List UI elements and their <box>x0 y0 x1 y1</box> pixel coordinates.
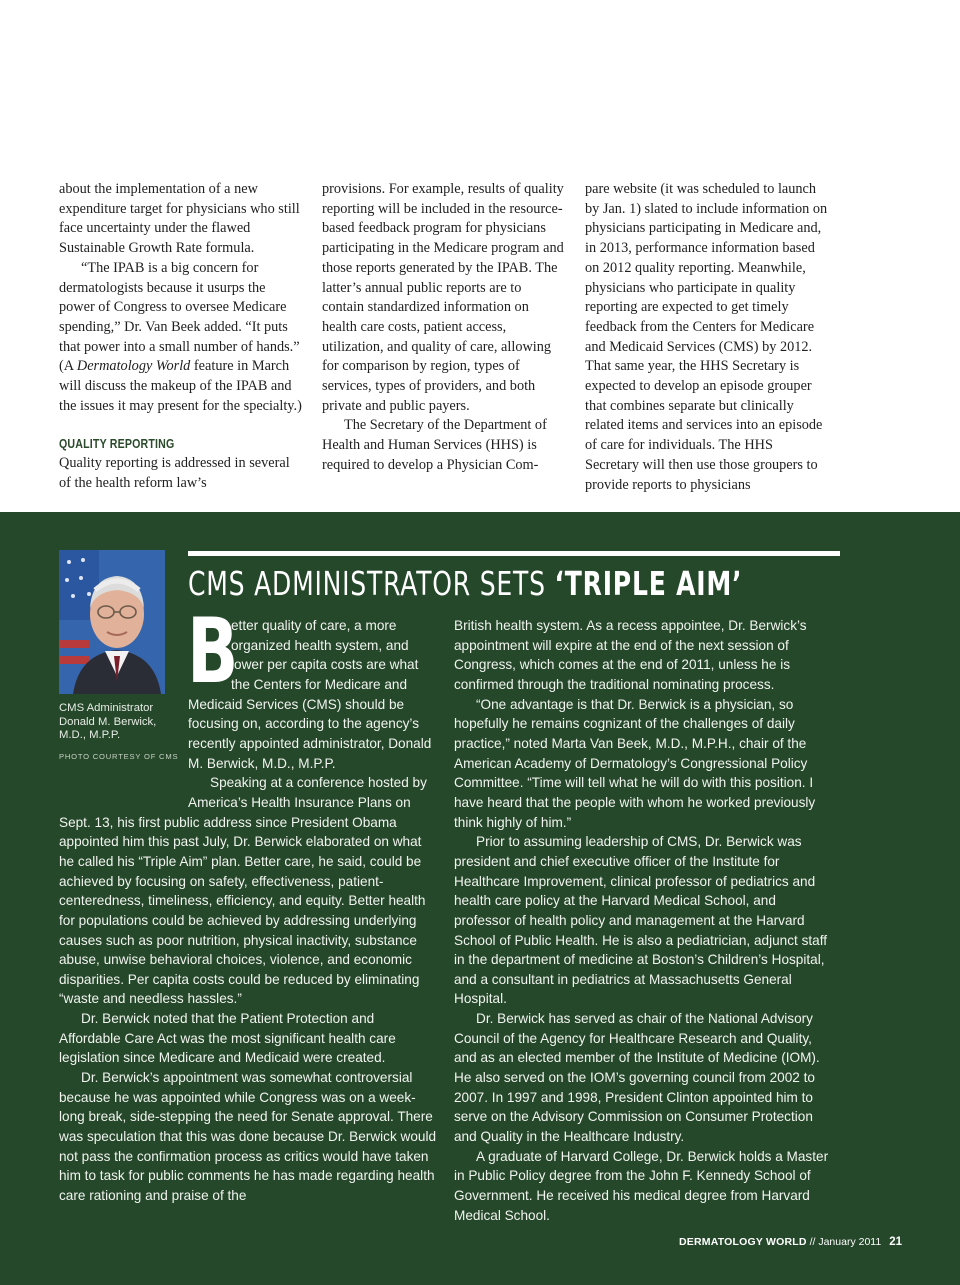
sidebar-column-right <box>454 616 834 1225</box>
caption-line: Donald M. Berwick, <box>59 715 157 728</box>
sidebar-column-left <box>59 599 437 1206</box>
headline-bold: ‘TRIPLE AIM’ <box>554 564 743 603</box>
col1-paragraph-3: Quality reporting is addressed in several of the health reform law’s <box>59 455 290 492</box>
sidebar-paragraph-4: Dr. Berwick’s appointment was somewhat controversial because he was appointed while Congress was on a week-long break, side-stepping the need for Senate approval. There was speculation that this was done because Dr. Berwick would not pass the confirmation process as critics would have taken him to task for public comments he has made regarding health care rationing and praise of the <box>59 1070 437 1204</box>
sidebar-panel <box>0 512 960 1285</box>
page-footer <box>679 1236 902 1248</box>
drop-cap: B <box>187 599 239 704</box>
footer-magazine: DERMATOLOGY WORLD <box>679 1236 807 1248</box>
section-subhead: QUALITY REPORTING <box>59 437 175 452</box>
page-number: 21 <box>889 1236 902 1248</box>
col1-p2-text: “The IPAB is a big concern for dermatologists because it usurps the power of Congress to oversee Medicare spending,” Dr. Van Beek added. “It puts that power into a small number of hands.” (A <box>59 259 300 375</box>
article-column-1 <box>59 180 302 494</box>
sidebar-headline <box>188 564 742 604</box>
col1-paragraph-2 <box>59 259 302 417</box>
paragraph-1-text: etter quality of care, a more organized health system, and lower per capita costs are what the Centers for Medicare and Medicaid Services (CMS) should be focusing on, according to the agency’s recently appointed administrator, Donald M. Berwick, M.D., M.P.P. <box>188 618 432 771</box>
col3-paragraph-1: pare website (it was scheduled to launch by Jan. 1) slated to include information on physicians participating in Medicare and, in 2013, performance information based on 2012 quality reporting. Meanwhile, physicians who participate in quality reporting are expected to get timely feedback from the Centers for Medicare and Medicaid Services (CMS) by 2012. That same year, the HHS Secretary is expected to develop an episode grouper that combines separate but clinically related items and services into an episode of care for individuals. The HHS Secretary will then use those groupers to provide reports to physicians <box>585 181 828 493</box>
footer-issue: January 2011 <box>818 1236 882 1248</box>
article-column-3 <box>585 180 828 495</box>
sidebar-right-paragraph-5: A graduate of Harvard College, Dr. Berwick holds a Master in Public Policy degree from the John F. Kennedy School of Government. He received his medical degree from Harvard Medical School. <box>454 1148 829 1223</box>
col1-paragraph-1: about the implementation of a new expenditure target for physicians who still face uncertainty under the flawed Sustainable Growth Rate formula. <box>59 181 300 257</box>
sidebar-paragraph-3: Dr. Berwick noted that the Patient Protection and Affordable Care Act was the most significant health care legislation since Medicare and Medicaid were created. <box>59 1011 396 1066</box>
sidebar-right-paragraph-1: British health system. As a recess appointee, Dr. Berwick’s appointment will expire at the end of the next session of Congress, which comes at the end of 2011, unless he is confirmed through the traditional nominating process. <box>454 618 807 692</box>
footer-separator: // <box>806 1236 819 1248</box>
caption-line: M.D., M.P.P. <box>59 729 121 741</box>
col2-paragraph-2: The Secretary of the Department of Health and Human Services (HHS) is required to develop a Physician Com- <box>322 417 547 473</box>
magazine-title-italic: Dermatology World <box>76 358 191 375</box>
sidebar-paragraph-2: Speaking at a conference hosted by America’s Health Insurance Plans on Sept. 13, his first public address since President Obama appointed him this past July, Dr. Berwick elaborated on what he called his “Triple Aim” plan. Better care, he said, could be achieved by focusing on safety, effectiveness, patient-centeredness, timeliness, efficiency, and equity. Better health for populations could be achieved by addressing underlying causes such as poor nutrition, physical inactivity, substance abuse, unwise behavioral choices, violence, and economic disparities. Per capita costs could be reduced by eliminating “waste and needless hassles.” <box>59 775 427 1007</box>
sidebar-right-paragraph-2: “One advantage is that Dr. Berwick is a physician, so hopefully he remains cognizant of the challenges of daily practice,” noted Marta Van Beek, M.D., M.P.H., chair of the American Academy of Dermatology’s Congressional Policy Committee. “Time will tell what he will do with this position. I have heard that the people with whom he worked previously think highly of him.” <box>454 696 816 830</box>
caption-gutter <box>59 616 188 794</box>
caption-line: CMS Administrator <box>59 702 154 714</box>
article-column-2 <box>322 180 565 476</box>
sidebar-right-paragraph-3: Prior to assuming leadership of CMS, Dr. Berwick was president and chief executive officer of the Institute for Healthcare Improvement, clinical professor of pediatrics and health care policy at the Harvard Medical School, and professor of health policy and management at the Harvard School of Public Health. He is also a pediatrician, adjunct staff in the department of medicine at Boston’s Children’s Hospital, and a consultant in pediatrics at Massachusetts General Hospital. <box>454 834 828 1007</box>
col2-paragraph-1: provisions. For example, results of quality reporting will be included in the resource-based feedback program for physicians participating in the Medicare program and those reports generated by the IPAB. The latter’s annual public reports are to contain standardized information on health care costs, patient access, utilization, and quality of care, allowing for comparison by region, types of services, types of providers, and both private and public payers. <box>322 181 564 414</box>
photo-credit: PHOTO COURTESY OF CMS <box>59 752 179 761</box>
headline-light: CMS ADMINISTRATOR SETS <box>188 564 555 603</box>
headline-rule <box>188 551 840 556</box>
col1-p2-text-end: feature in March will discuss the makeup of the IPAB and the issues it may present for the specialty.) <box>59 358 302 414</box>
sidebar-right-paragraph-4: Dr. Berwick has served as chair of the National Advisory Council of the Agency for Healthcare Research and Quality, and as an elected member of the Institute of Medicine (IOM). He also served on the IOM’s governing council from 2002 to 2007. In 1997 and 1998, President Clinton appointed him to serve on the Advisory Commission on Consumer Protection and Quality in the Healthcare Industry. <box>454 1011 820 1145</box>
